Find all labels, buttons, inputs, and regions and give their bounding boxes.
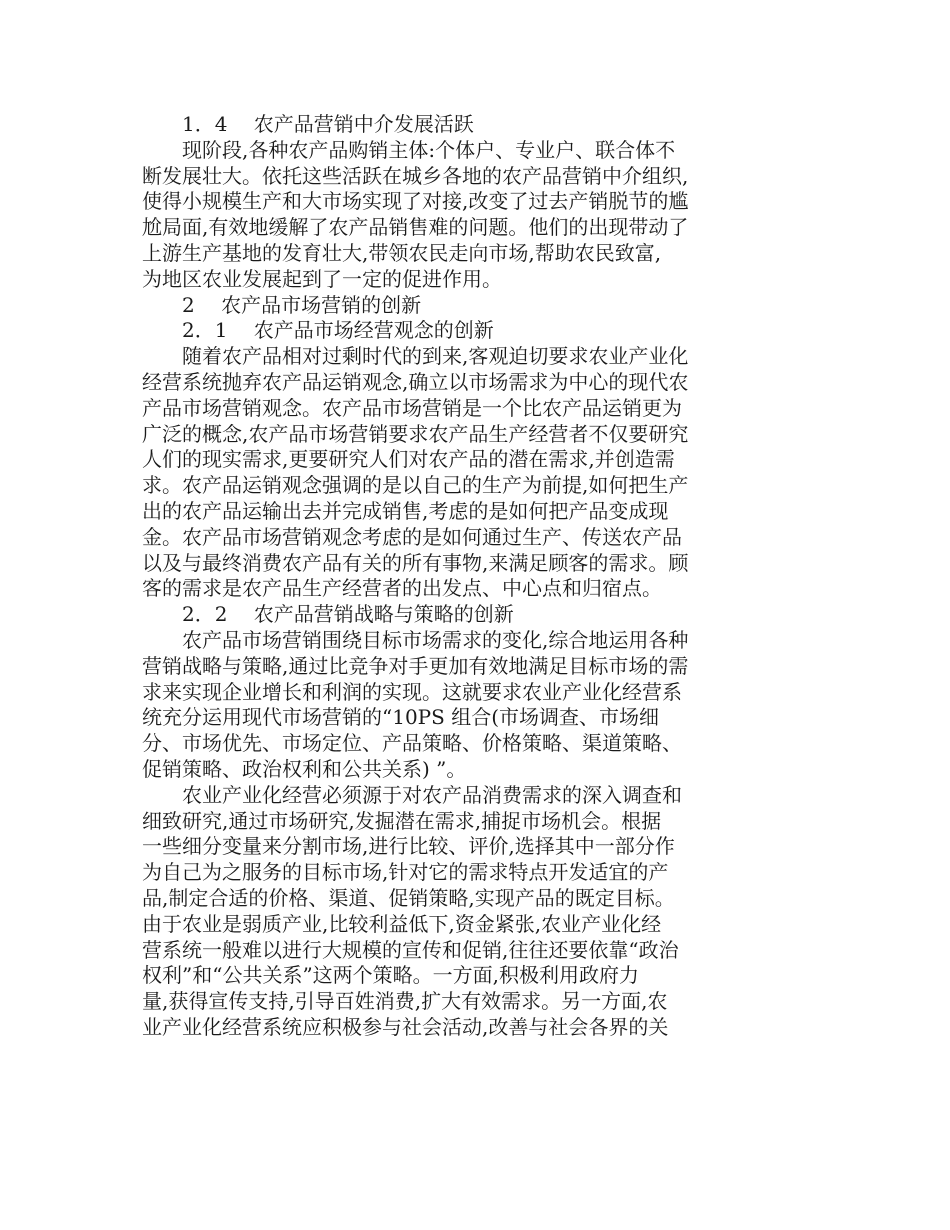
text-line: 2．1 农产品市场经营观念的创新 [182, 318, 494, 343]
text-line: 统充分运用现代市场营销的“10PS 组合(市场调查、市场细 [142, 705, 659, 730]
text-line: 断发展壮大。依托这些活跃在城乡各地的农产品营销中介组织, [142, 163, 689, 188]
text-line: 由于农业是弱质产业,比较利益低下,资金紧张,农业产业化经 [142, 911, 662, 936]
text-line: 以及与最终消费农产品有关的所有事物,来满足顾客的需求。顾 [142, 550, 689, 575]
text-line: 使得小规模生产和大市场实现了对接,改变了过去产销脱节的尴 [142, 189, 689, 214]
text-line: 现阶段,各种农产品购销主体:个体户、专业户、联合体不 [182, 137, 676, 162]
text-line: 出的农产品运输出去并完成销售,考虑的是如何把产品变成现 [142, 498, 669, 523]
text-line: 广泛的概念,农产品市场营销要求农产品生产经营者不仅要研究 [142, 421, 689, 446]
document-body [142, 112, 742, 1041]
text-line: 客的需求是农产品生产经营者的出发点、中心点和归宿点。 [142, 576, 662, 601]
text-line: 求来实现企业增长和利润的实现。这就要求农业产业化经营系 [142, 679, 682, 704]
text-line: 上游生产基地的发育壮大,带领农民走向市场,帮助农民致富, [142, 240, 662, 265]
text-line: 随着农产品相对过剩时代的到来,客观迫切要求农业产业化 [182, 344, 689, 369]
text-line: 2 农产品市场营销的创新 [182, 292, 422, 317]
text-line: 求。农产品运销观念强调的是以自己的生产为前提,如何把生产 [142, 473, 689, 498]
text-line: 分、市场优先、市场定位、产品策略、价格策略、渠道策略、 [142, 731, 682, 756]
text-line: 农业产业化经营必须源于对农产品消费需求的深入调查和 [182, 782, 682, 807]
text-line: 营销战略与策略,通过比竞争对手更加有效地满足目标市场的需 [142, 653, 689, 678]
text-line: 2．2 农产品营销战略与策略的创新 [182, 602, 514, 627]
text-line: 人们的现实需求,更要研究人们对农产品的潜在需求,并创造需 [142, 447, 675, 472]
text-line: 权利”和“公共关系”这两个策略。一方面,积极利用政府力 [142, 963, 640, 988]
text-line: 促销策略、政治权利和公共关系) ”。 [142, 756, 467, 781]
text-line: 一些细分变量来分割市场,进行比较、评价,选择其中一部分作 [142, 834, 675, 859]
text-line: 产品市场营销观念。农产品市场营销是一个比农产品运销更为 [142, 395, 682, 420]
text-line: 1．4 农产品营销中介发展活跃 [182, 112, 474, 136]
text-line: 农产品市场营销围绕目标市场需求的变化,综合地运用各种 [182, 627, 689, 652]
text-line: 业产业化经营系统应积极参与社会活动,改善与社会各界的关 [142, 1014, 669, 1039]
text-line: 经营系统抛弃农产品运销观念,确立以市场需求为中心的现代农 [142, 369, 689, 394]
text-line: 为自己为之服务的目标市场,针对它的需求特点开发适宜的产 [142, 860, 669, 885]
text-line: 细致研究,通过市场研究,发掘潜在需求,捕捉市场机会。根据 [142, 808, 662, 833]
text-line: 金。农产品市场营销观念考虑的是如何通过生产、传送农产品 [142, 524, 682, 549]
text-line: 尬局面,有效地缓解了农产品销售难的问题。他们的出现带动了 [142, 215, 689, 240]
text-line: 品,制定合适的价格、渠道、促销策略,实现产品的既定目标。 [142, 885, 675, 910]
text-line: 营系统一般难以进行大规模的宣传和促销,往往还要依靠“政治 [142, 937, 679, 962]
text-line: 量,获得宣传支持,引导百姓消费,扩大有效需求。另一方面,农 [142, 989, 668, 1014]
text-line: 为地区农业发展起到了一定的促进作用。 [142, 266, 502, 291]
